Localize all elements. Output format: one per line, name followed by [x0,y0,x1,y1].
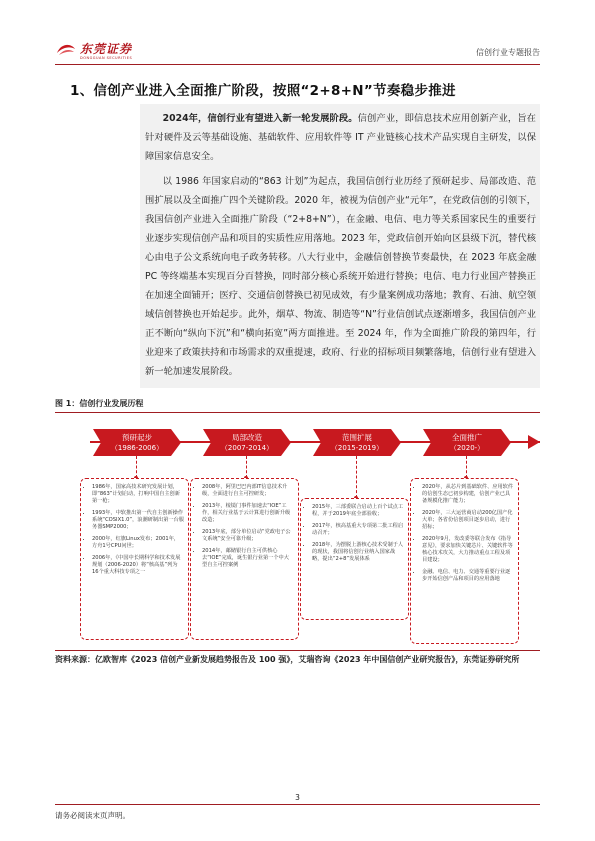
phase-years: （2020-） [449,444,485,452]
figure-source: 资料来源：亿欧智库《2023 信创产业新发展趋势报告及 100 强》，艾瑞咨询《2023 年中国信创产业研究报告》，东莞证券研究所 [55,650,540,667]
footer-divider [55,804,540,805]
phase-name: 全面推广 [452,433,482,442]
figure-title: 图 1：信创行业发展历程 [55,398,540,413]
phase-years: （2015-2019） [330,444,384,452]
phase-2 [203,429,291,456]
phase-years: （2007-2014） [220,444,274,452]
event-item: • 2017年，核高基重大专项第二批工程启动召开； [312,523,404,537]
logo-subtext: DONGGUAN SECURITIES [80,56,133,60]
event-item: • 2008年，阿里巴巴内部IT信息技术升级，全面进行自主可控研发； [202,484,294,498]
phase-1 [93,429,181,456]
phase-name: 预研起步 [122,433,152,442]
event-item: • 2014年，邮储银行自主可供核心去“IOE”完成，诞生银行业第一个中大型自主可控案例 [202,548,294,569]
event-item: • 1986年，国家高技术研究发展计划，即“863”计划启动，打响中国自主创新第一枪； [92,484,184,505]
phase-name: 范围扩展 [342,433,372,442]
phase-1-card [80,478,189,640]
event-item: • 2006年，《中国中长期科学和技术发展规划（2006-2020）将“核高基”列为16个重大科技专项之一 [92,555,184,576]
phase-3-card [300,498,409,620]
phase-years: （1986-2006） [110,444,164,452]
timeline-figure [55,415,540,645]
phase-4 [423,429,511,456]
phase-4-card [410,478,519,644]
footer-disclaimer: 请务必阅读末页声明。 [55,811,130,820]
phase-name: 局部改造 [232,433,262,442]
event-item: • 2020年9月，发改委等联合发布《指导意见》，要求加快关键芯片、关键软件等核心技术攻关，大力推动重点工程及项目建设； [422,536,514,564]
history-paragraph-block [140,171,540,388]
phase-connector [356,456,358,498]
company-logo [55,40,133,60]
event-item: • 1993年，中软推出第一代自主创新操作系统“COSIX1.0”，浪潮研制出第一台服务器SMP2000； [92,510,184,531]
phase-connector [466,456,468,478]
timeline-arrow-icon [528,435,540,449]
event-item: • 2000年，红旗Linux发布；2001年，方舟1号CPU问世； [92,536,184,550]
history-text: 以 1986 年国家启动的“863 计划”为起点，我国信创行业历经了预研起步、局部改造、范围扩展以及全面推广四个关键阶段。2020 年，被视为信创产业“元年”，在党政信创的引领下，我国信创产业进入全面推广阶段（“2+8+N”），在金融、电信、电力等关系国家民生的重要行业逐步实现信创产品和项目的实质性应用落地。2023 年，党政信创开始向区县级下沉，替代核心由电子公文系统向电子政务转移。八大行业中，金融信创替换节奏最快，在 2023 年底金融 PC 等终端基本实现百分百替换，同时部分核心系统开始进行替换；电信、电力行业国产替换正在加速全面铺开；医疗、交通信创替换已初见成效，有少量案例成功落地；教育、石油、航空领域信创替换也开始起步。此外，烟草、物流、制造等“N”行业信创试点逐渐增多，我国信创产业正不断向“纵向下沉”和“横向拓宽”两方面推进。至 2024 年，作为全面推广阶段的第四年，行业迎来了政策扶持和市场需求的双重提速，政府、行业的招标项目频繁落地，信创行业有望进入新一轮加速发展阶段。 [145,176,536,377]
logo-text: 东莞证券 [80,42,133,56]
event-item: • 2020年，三大运营商启动200亿国产化大单；各省份信创项目逐步启动，进行招标； [422,510,514,531]
page-header [55,38,540,65]
event-item: • 2015年，三部委联合启动上百个试点工程，并于2019年底全部验收； [312,504,404,518]
event-item: • 2020年，从芯片到基础软件、应用软件的信创生态已初步构建，信创产业已具备规模化推广能力； [422,484,514,505]
phase-connector [246,456,248,478]
section-title: 1、信创产业进入全面推广阶段，按照“2+8+N”节奏稳步推进 [70,83,456,99]
phase-3 [313,429,401,456]
logo-mark-icon [55,41,77,57]
event-item: • 2013年，棱镜门事件加速去“IOE”工作，相关行业基于云计算进行创新升级改造； [202,503,294,524]
intro-text: 信创产业，即信息技术应用创新产业，旨在针对硬件及云等基础设施、基础软件、应用软件等 IT 产业链核心技术产品实现自主研发，以保障国家信息安全。 [145,113,536,162]
intro-bold-lead: 2024年，信创行业有望进入新一轮发展阶段。 [162,113,358,124]
phase-2-card [190,478,299,640]
phase-connector [136,456,138,478]
event-item: • 金融、电信、电力、交通等重要行业逐步开始信创产品和项目的应用落地 [422,569,514,583]
page-number: 3 [295,793,300,802]
event-item: • 2018年，为摆脱上游核心技术受制于人的现状，我国将信创行业纳入国家战略，提出“2+8”发展体系 [312,542,404,563]
report-type: 信创行业专题报告 [476,48,540,57]
intro-paragraph-block [140,104,540,175]
event-item: • 2013年底，部分单位启动“党政电子公文系统”安全可靠升级； [202,529,294,543]
